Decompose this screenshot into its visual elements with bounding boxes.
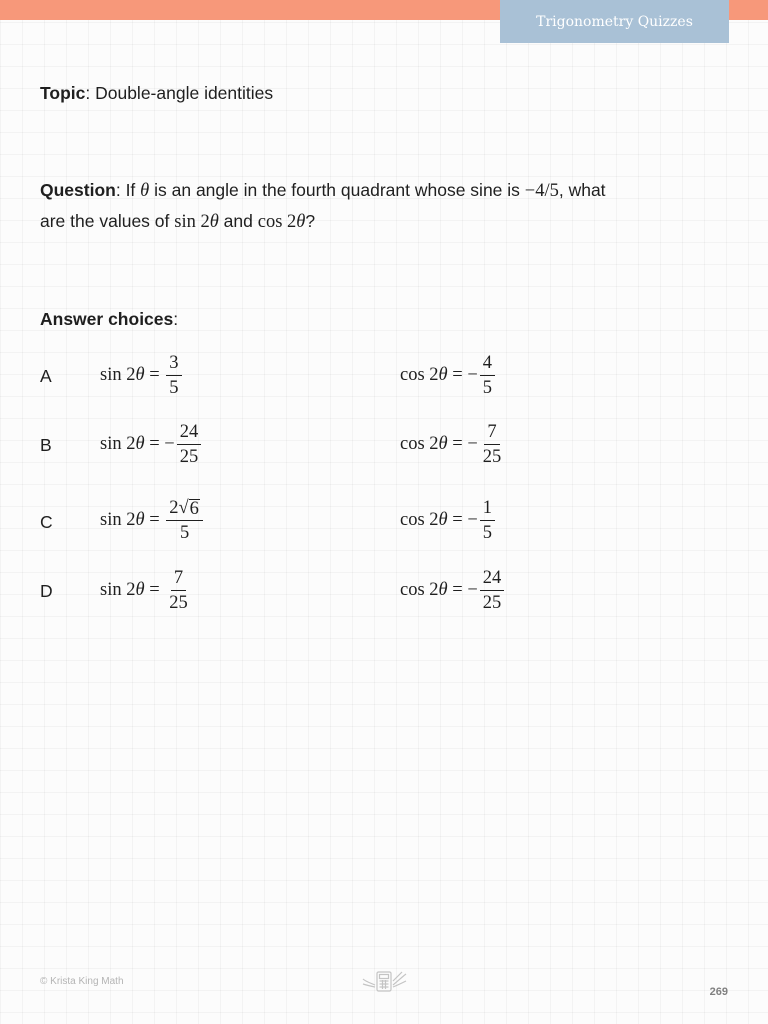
choice-b-letter[interactable]: B — [40, 435, 52, 455]
denominator: 5 — [482, 523, 493, 543]
theta-var: θ — [140, 181, 150, 201]
coefficient: 2 — [169, 498, 179, 518]
denominator: 25 — [169, 593, 188, 613]
topic-label: Topic — [40, 83, 86, 103]
function-name: sin 2 — [100, 580, 136, 600]
sign: − — [164, 434, 175, 454]
topic-line — [40, 78, 273, 109]
cos-expression — [258, 212, 306, 232]
numerator: 24 — [480, 567, 505, 591]
answer-choices-heading — [40, 304, 178, 335]
topic-text: : Double-angle identities — [85, 83, 274, 103]
fraction — [480, 567, 505, 614]
radicand: 6 — [189, 499, 199, 519]
question-text: are the values of — [40, 211, 175, 231]
numerator: 7 — [171, 567, 186, 591]
function-name: cos 2 — [400, 434, 439, 454]
fraction — [480, 497, 495, 544]
fraction — [480, 352, 495, 399]
copyright-text: © Krista King Math — [40, 976, 124, 987]
denominator: 5 — [482, 378, 493, 398]
question-line-2 — [40, 206, 315, 238]
denominator: 25 — [179, 447, 199, 467]
section-title-tab: Trigonometry Quizzes — [500, 0, 729, 43]
page-number: 269 — [709, 986, 728, 998]
choice-d-cos — [400, 567, 506, 614]
fraction — [166, 352, 181, 399]
theta-var: θ — [209, 212, 219, 232]
choice-a-sin — [100, 352, 184, 399]
equals-sign: = — [144, 510, 165, 530]
theta-symbol — [140, 181, 149, 201]
numerator: 24 — [177, 421, 202, 445]
answer-choices-colon: : — [173, 309, 179, 329]
function-name: cos 2 — [400, 510, 439, 530]
fraction — [166, 497, 203, 544]
sign: − — [467, 365, 478, 385]
equals-sign: = — [447, 510, 468, 530]
question-text: ? — [305, 211, 316, 231]
denominator: 25 — [482, 593, 502, 613]
sign: − — [467, 510, 478, 530]
fraction — [480, 421, 505, 468]
equals-sign: = — [447, 580, 468, 600]
denominator: 25 — [482, 447, 502, 467]
function-name: cos 2 — [400, 365, 439, 385]
numerator: 1 — [480, 497, 495, 521]
question-label: Question — [40, 180, 116, 200]
question-text: : If — [115, 180, 141, 200]
numerator: 4 — [480, 352, 495, 376]
choice-a-cos — [400, 352, 497, 399]
sine-value: −4/5 — [524, 181, 559, 201]
choice-c-letter[interactable]: C — [40, 512, 53, 532]
radical-sign-icon: √ — [178, 498, 189, 518]
cos-text: cos 2 — [257, 212, 297, 232]
theta-var: θ — [135, 365, 145, 385]
choice-d-letter[interactable]: D — [40, 581, 53, 601]
equals-sign: = — [144, 580, 165, 600]
function-name: sin 2 — [100, 510, 136, 530]
question-text: and — [218, 211, 258, 231]
equals-sign: = — [447, 365, 468, 385]
choice-b-cos — [400, 421, 506, 468]
denominator: 5 — [179, 523, 190, 543]
square-root — [179, 497, 200, 519]
theta-var: θ — [438, 365, 448, 385]
fraction — [166, 567, 191, 614]
choice-d-sin — [100, 567, 193, 614]
sin-text: sin 2 — [174, 212, 210, 232]
choice-a-letter[interactable]: A — [40, 366, 52, 386]
choice-c-sin — [100, 497, 205, 544]
theta-var: θ — [135, 434, 145, 454]
sign: − — [467, 434, 478, 454]
question-text: , what — [558, 180, 606, 200]
numerator: 7 — [484, 421, 499, 445]
theta-var: θ — [296, 212, 306, 232]
theta-var: θ — [438, 580, 448, 600]
function-name: sin 2 — [100, 434, 136, 454]
choice-c-cos — [400, 497, 497, 544]
equals-sign: = — [144, 365, 165, 385]
numerator — [166, 497, 203, 521]
function-name: sin 2 — [100, 365, 136, 385]
sign: − — [467, 580, 478, 600]
choice-b-sin — [100, 421, 203, 468]
question-text: is an angle in the fourth quadrant whose sine is — [149, 180, 525, 200]
calculator-logo-icon — [362, 969, 408, 993]
equals-sign: = — [144, 434, 165, 454]
theta-var: θ — [438, 434, 448, 454]
sin-expression — [174, 212, 219, 232]
theta-var: θ — [438, 510, 448, 530]
denominator: 5 — [169, 378, 179, 398]
theta-var: θ — [135, 580, 145, 600]
function-name: cos 2 — [400, 580, 439, 600]
numerator: 3 — [166, 352, 181, 376]
equals-sign: = — [447, 434, 468, 454]
theta-var: θ — [135, 510, 145, 530]
question-line-1 — [40, 175, 606, 207]
fraction — [177, 421, 202, 468]
answer-choices-label: Answer choices — [40, 309, 174, 329]
